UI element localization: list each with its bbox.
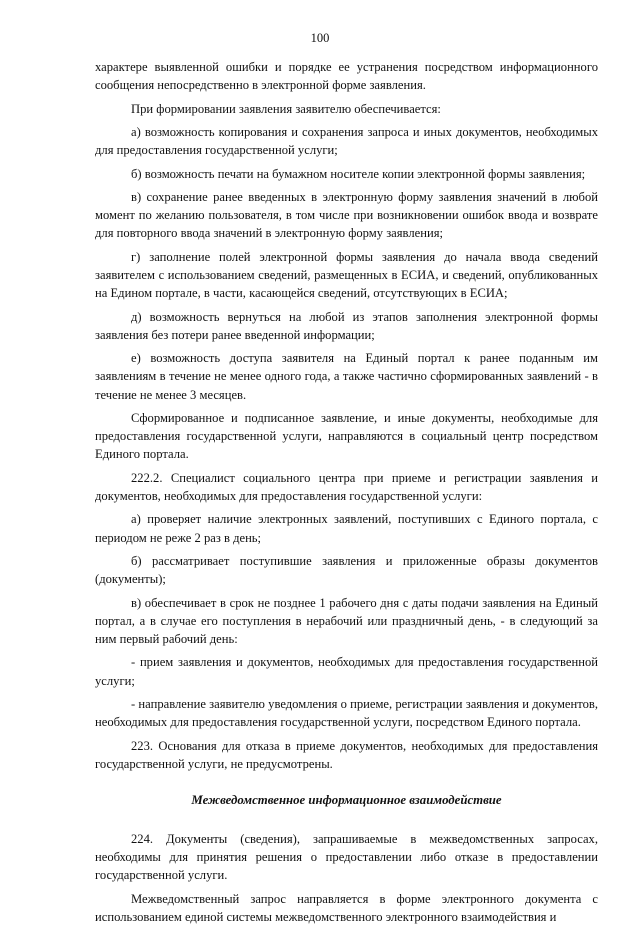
list-item: в) обеспечивает в срок не позднее 1 рабочего дня с даты подачи заявления на Единый портал, а в случае его поступления в нерабочий или праздничный день, - в следующий за ним первый рабочий день: xyxy=(95,595,598,646)
list-item: в) сохранение ранее введенных в электронную форму заявления значений в любой момент по желанию пользователя, в том числе при возникновении ошибок ввода и возврате для повторного ввода значений в электронную форму заявления; xyxy=(95,189,598,241)
paragraph: Межведомственный запрос направляется в форме электронного документа с использованием единой системы межведомственного электронного взаимодействия и xyxy=(95,891,598,924)
paragraph: 222.2. Специалист социального центра при приеме и регистрации заявления и документов, необходимых для предоставления государственной услуги: xyxy=(95,470,598,503)
list-item: г) заполнение полей электронной формы заявления до начала ввода сведений заявителем с использованием сведений, размещенных в ЕСИА, и сведений, опубликованных на Едином портале, в части, касающейся сведений, отсутствующих в ЕСИА; xyxy=(95,249,598,301)
section-heading: Межведомственное информационное взаимодействие xyxy=(191,792,502,807)
document-body xyxy=(95,58,598,931)
paragraph: 224. Документы (сведения), запрашиваемые в межведомственных запросах, необходимы для принятия решения о предоставлении либо отказе в предоставлении государственной услуги. xyxy=(95,831,598,883)
list-item: е) возможность доступа заявителя на Единый портал к ранее поданным им заявлениям в течение не менее одного года, а также частично сформированных заявлений - в течение не менее 3 месяцев. xyxy=(95,351,598,402)
list-item: д) возможность вернуться на любой из этапов заполнения электронной формы заявления без потери ранее введенной информации; xyxy=(95,309,598,342)
list-item: б) рассматривает поступившие заявления и приложенные образы документов (документы); xyxy=(95,553,598,587)
list-item: а) возможность копирования и сохранения запроса и иных документов, необходимых для предоставления государственной услуги; xyxy=(95,124,598,158)
paragraph: При формировании заявления заявителю обеспечивается: xyxy=(131,101,441,116)
paragraph: характере выявленной ошибки и порядке ее устранения посредством информационного сообщения непосредственно в электронной форме заявления. xyxy=(95,60,598,93)
list-item: - прием заявления и документов, необходимых для предоставления государственной услуги; xyxy=(95,655,598,688)
page-number: 100 xyxy=(310,31,330,45)
list-item: а) проверяет наличие электронных заявлений, поступивших с Единого портала, с периодом не реже 2 раз в день; xyxy=(95,512,598,545)
list-item: б) возможность печати на бумажном носителе копии электронной формы заявления; xyxy=(131,166,586,181)
paragraph: Сформированное и подписанное заявление, и иные документы, необходимые для предоставления государственной услуги, направляются в социальный центр посредством Единого портала. xyxy=(95,410,598,462)
paragraph: 223. Основания для отказа в приеме документов, необходимых для предоставления государственной услуги, не предусмотрены. xyxy=(95,738,598,771)
list-item: - направление заявителю уведомления о приеме, регистрации заявления и документов, необходимых для предоставления государственной услуги, посредством Единого портала. xyxy=(95,696,598,730)
